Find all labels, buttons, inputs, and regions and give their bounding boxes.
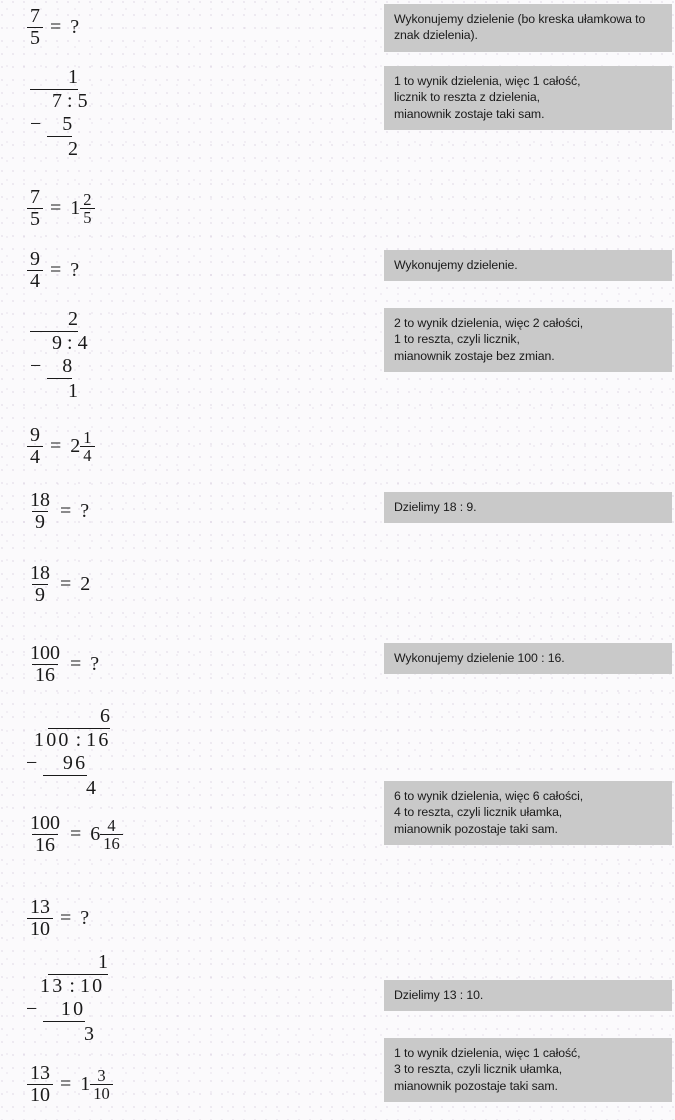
division-remainder-row bbox=[30, 137, 78, 160]
divisor: 16 bbox=[86, 729, 111, 752]
fraction bbox=[27, 563, 53, 606]
dividend: 9 bbox=[52, 332, 62, 355]
remainder: 1 bbox=[68, 380, 78, 403]
divisor: 10 bbox=[79, 975, 105, 998]
division-quotient-row bbox=[30, 66, 78, 90]
denominator: 10 bbox=[90, 1084, 113, 1102]
division-subtract-row bbox=[30, 355, 88, 379]
divisor: 4 bbox=[77, 332, 88, 355]
division-subtract-row bbox=[26, 752, 111, 776]
numerator: 1 bbox=[83, 427, 92, 447]
division-quotient-row bbox=[48, 705, 110, 729]
equals-sign: = bbox=[60, 906, 72, 929]
minus-sign: − bbox=[30, 112, 42, 135]
problem-3-question bbox=[27, 490, 89, 533]
question-mark: ? bbox=[70, 258, 80, 281]
remainder: 4 bbox=[86, 777, 96, 800]
problem-4-result bbox=[27, 813, 123, 856]
fraction bbox=[27, 6, 43, 49]
equals-sign: = bbox=[50, 258, 62, 281]
note-box-4 bbox=[384, 308, 672, 372]
division-colon: : bbox=[67, 90, 73, 113]
dividend: 100 bbox=[34, 729, 71, 752]
division-remainder-row bbox=[30, 379, 78, 402]
note-box-8 bbox=[384, 980, 672, 1011]
note-line: mianownik zostaje bez zmian. bbox=[394, 348, 555, 363]
division-colon: : bbox=[67, 332, 73, 355]
fraction bbox=[80, 191, 94, 226]
denominator: 16 bbox=[32, 834, 58, 856]
equals-sign: = bbox=[50, 15, 62, 38]
subtrahend: 10 bbox=[43, 998, 85, 1022]
problem-2-result bbox=[27, 425, 95, 468]
numerator: 9 bbox=[30, 248, 40, 270]
problem-2-division bbox=[30, 308, 88, 403]
note-line: 1 to wynik dzielenia, więc 1 całość, bbox=[394, 74, 581, 88]
note-box-1 bbox=[384, 4, 672, 52]
remainder: 2 bbox=[68, 138, 78, 161]
numerator: 100 bbox=[30, 812, 60, 834]
division-colon: : bbox=[75, 729, 82, 752]
subtrahend: 96 bbox=[43, 752, 87, 776]
division-subtract-row bbox=[26, 998, 108, 1022]
note-line: znak dzielenia). bbox=[394, 28, 478, 43]
remainder: 3 bbox=[84, 1023, 94, 1046]
problem-5-question bbox=[27, 897, 89, 940]
question-mark: ? bbox=[80, 906, 90, 929]
equals-sign: = bbox=[50, 434, 62, 457]
note-line: 6 to wynik dzielenia, więc 6 całości, bbox=[394, 789, 584, 803]
note-box-2 bbox=[384, 66, 672, 130]
division-colon: : bbox=[69, 975, 75, 998]
fraction bbox=[27, 813, 63, 856]
quotient: 6 bbox=[100, 705, 110, 727]
equals-sign: = bbox=[70, 822, 82, 845]
note-line: mianownik pozostaje taki sam. bbox=[394, 821, 558, 836]
fraction bbox=[27, 1063, 53, 1106]
denominator: 4 bbox=[80, 446, 94, 464]
division-subtract-row bbox=[30, 113, 88, 137]
note-line: mianownik pozostaje taki sam. bbox=[394, 1078, 558, 1093]
minus-sign: − bbox=[26, 751, 38, 774]
quotient: 1 bbox=[98, 951, 108, 973]
denominator: 10 bbox=[27, 1084, 53, 1106]
fraction bbox=[100, 817, 123, 852]
whole-number: 1 bbox=[70, 196, 81, 219]
question-mark: ? bbox=[70, 15, 80, 38]
dividend: 7 bbox=[52, 90, 62, 113]
problem-4-division bbox=[26, 705, 111, 800]
subtrahend: 8 bbox=[47, 355, 72, 379]
division-remainder-row bbox=[26, 776, 96, 799]
fraction bbox=[90, 1067, 113, 1102]
equals-sign: = bbox=[50, 196, 62, 219]
note-line: Wykonujemy dzielenie (bo kreska ułamkowa to bbox=[394, 12, 646, 26]
denominator: 5 bbox=[27, 27, 43, 49]
numerator: 4 bbox=[107, 815, 116, 835]
equals-sign: = bbox=[60, 499, 72, 522]
numerator: 13 bbox=[30, 896, 50, 918]
denominator: 5 bbox=[27, 208, 43, 230]
numerator: 18 bbox=[30, 489, 50, 511]
note-line: Dzielimy 18 : 9. bbox=[394, 500, 477, 514]
numerator: 100 bbox=[30, 642, 60, 664]
problem-4-question bbox=[27, 643, 99, 686]
fraction bbox=[27, 897, 53, 940]
denominator: 16 bbox=[32, 664, 58, 686]
problem-1-question bbox=[27, 6, 79, 49]
division-dividend-row bbox=[26, 729, 111, 751]
fraction bbox=[27, 643, 63, 686]
problem-5-result bbox=[27, 1063, 113, 1106]
numerator: 13 bbox=[30, 1062, 50, 1084]
fraction bbox=[27, 425, 43, 468]
division-quotient-row bbox=[30, 308, 78, 332]
note-line: 1 to wynik dzielenia, więc 1 całość, bbox=[394, 1046, 581, 1060]
denominator: 9 bbox=[32, 584, 48, 606]
fraction bbox=[27, 490, 53, 533]
note-line: 1 to reszta, czyli licznik, bbox=[394, 332, 520, 347]
denominator: 10 bbox=[27, 918, 53, 940]
minus-sign: − bbox=[30, 354, 42, 377]
fraction bbox=[27, 187, 43, 230]
problem-2-question bbox=[27, 249, 79, 292]
note-line: Dzielimy 13 : 10. bbox=[394, 988, 484, 1002]
note-line: mianownik zostaje taki sam. bbox=[394, 106, 545, 121]
whole-number: 6 bbox=[90, 822, 101, 845]
note-box-3 bbox=[384, 250, 672, 281]
denominator: 4 bbox=[27, 446, 43, 468]
note-line: 4 to reszta, czyli licznik ułamka, bbox=[394, 805, 563, 820]
denominator: 16 bbox=[100, 834, 123, 852]
denominator: 9 bbox=[32, 511, 48, 533]
quotient: 2 bbox=[68, 308, 78, 330]
numerator: 3 bbox=[97, 1065, 106, 1085]
fraction bbox=[80, 429, 94, 464]
quotient: 1 bbox=[68, 66, 78, 88]
note-line: 3 to reszta, czyli licznik ułamka, bbox=[394, 1062, 563, 1077]
note-box-6 bbox=[384, 643, 672, 674]
note-box-5 bbox=[384, 492, 672, 523]
note-line: licznik to reszta z dzielenia, bbox=[394, 90, 540, 105]
division-remainder-row bbox=[26, 1022, 94, 1045]
whole-number: 2 bbox=[80, 572, 91, 595]
numerator: 7 bbox=[30, 5, 40, 27]
numerator: 18 bbox=[30, 562, 50, 584]
whole-number: 2 bbox=[70, 434, 81, 457]
equals-sign: = bbox=[60, 572, 72, 595]
denominator: 5 bbox=[80, 208, 94, 226]
numerator: 2 bbox=[83, 189, 92, 209]
equals-sign: = bbox=[70, 652, 82, 675]
division-dividend-row bbox=[30, 90, 88, 112]
question-mark: ? bbox=[90, 652, 100, 675]
whole-number: 1 bbox=[80, 1072, 91, 1095]
division-quotient-row bbox=[48, 951, 108, 975]
note-line: Wykonujemy dzielenie 100 : 16. bbox=[394, 651, 565, 665]
note-box-9 bbox=[384, 1038, 672, 1102]
problem-1-division bbox=[30, 66, 88, 161]
subtrahend: 5 bbox=[47, 113, 72, 137]
fraction bbox=[27, 249, 43, 292]
denominator: 4 bbox=[27, 270, 43, 292]
divisor: 5 bbox=[77, 90, 88, 113]
dividend: 13 bbox=[40, 975, 65, 998]
division-dividend-row bbox=[30, 332, 88, 354]
note-line: Wykonujemy dzielenie. bbox=[394, 258, 518, 272]
division-dividend-row bbox=[26, 975, 108, 997]
question-mark: ? bbox=[80, 499, 90, 522]
problem-1-result bbox=[27, 187, 95, 230]
minus-sign: − bbox=[26, 997, 38, 1020]
problem-5-division bbox=[26, 951, 108, 1046]
problem-3-result bbox=[27, 563, 90, 606]
numerator: 7 bbox=[30, 186, 40, 208]
note-box-7 bbox=[384, 781, 672, 845]
numerator: 9 bbox=[30, 424, 40, 446]
note-line: 2 to wynik dzielenia, więc 2 całości, bbox=[394, 316, 584, 330]
equals-sign: = bbox=[60, 1072, 72, 1095]
